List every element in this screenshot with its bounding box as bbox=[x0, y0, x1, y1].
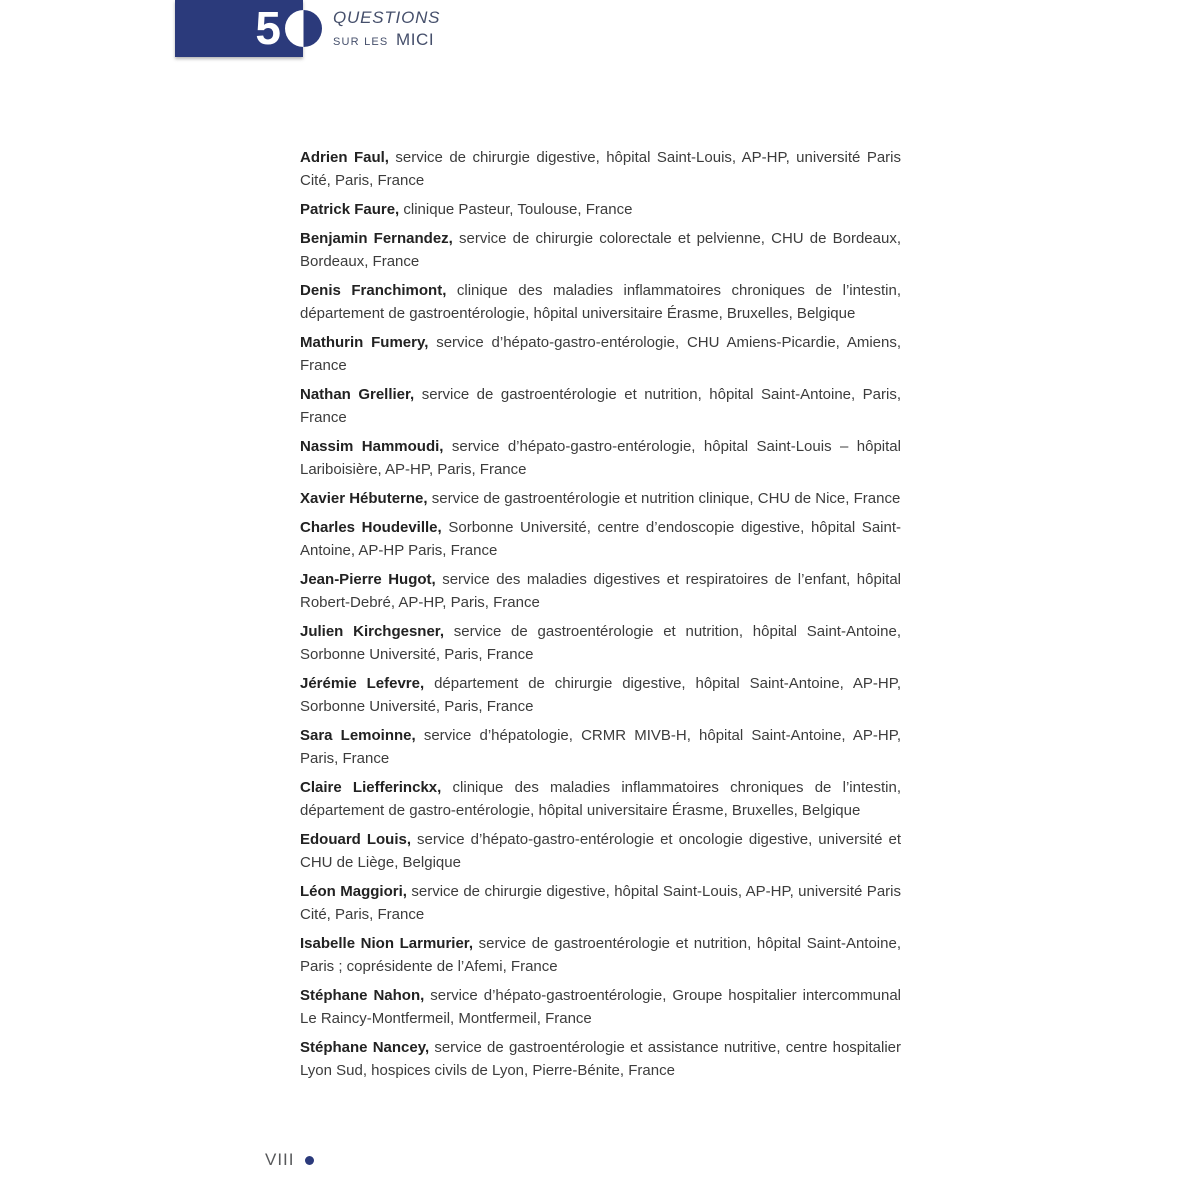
contributor-name: Nathan Grellier, bbox=[300, 386, 415, 403]
contributor-entry bbox=[300, 828, 901, 874]
contributor-entry bbox=[300, 279, 901, 325]
contributor-entry bbox=[300, 568, 901, 614]
contributor-entry bbox=[300, 435, 901, 481]
logo-band bbox=[175, 0, 303, 57]
contributor-entry bbox=[300, 331, 901, 377]
contributor-name: Denis Franchimont, bbox=[300, 282, 447, 299]
contributor-affiliation: service des maladies digestives et respiratoires de l’enfant, hôpital Robert-Debré, AP-HP, Paris, France bbox=[300, 571, 901, 611]
contributor-name: Julien Kirchgesner, bbox=[300, 623, 444, 640]
contributor-affiliation: service de gastroentérologie et nutrition, hôpital Saint-Antoine, Paris ; coprésidente de l’Afemi, France bbox=[300, 935, 901, 975]
brand-questions-label: QUESTIONS bbox=[333, 8, 441, 27]
contributor-entry bbox=[300, 487, 901, 510]
contributor-name: Isabelle Nion Larmurier, bbox=[300, 935, 473, 952]
contributor-name: Jean-Pierre Hugot, bbox=[300, 571, 436, 588]
contributor-affiliation: clinique des maladies inflammatoires chroniques de l’intestin, département de gastro-entérologie, hôpital universitaire Érasme, Bruxelles, Belgique bbox=[300, 779, 901, 819]
contributor-name: Stéphane Nahon, bbox=[300, 987, 425, 1004]
brand-mici-label: MICI bbox=[395, 30, 435, 49]
contributor-name: Léon Maggiori, bbox=[300, 883, 407, 900]
half-circle-icon bbox=[285, 10, 322, 47]
contributor-affiliation: Sorbonne Université, centre d’endoscopie digestive, hôpital Saint-Antoine, AP-HP Paris, France bbox=[300, 519, 901, 559]
brand-subtitle bbox=[333, 31, 440, 49]
contributor-name: Jérémie Lefevre, bbox=[300, 675, 425, 692]
contributor-name: Benjamin Fernandez, bbox=[300, 230, 453, 247]
contributors-list bbox=[300, 146, 901, 1088]
contributor-entry bbox=[300, 620, 901, 666]
page-number: VIII bbox=[265, 1150, 295, 1169]
contributor-affiliation: service d’hépatologie, CRMR MIVB-H, hôpital Saint-Antoine, AP-HP, Paris, France bbox=[300, 727, 901, 767]
contributor-entry bbox=[300, 1036, 901, 1082]
contributor-entry bbox=[300, 227, 901, 273]
contributor-affiliation: service de chirurgie digestive, hôpital Saint-Louis, AP-HP, université Paris Cité, Paris, France bbox=[300, 883, 901, 923]
contributor-name: Claire Liefferinckx, bbox=[300, 779, 442, 796]
contributor-affiliation: service de gastroentérologie et assistance nutritive, centre hospitalier Lyon Sud, hospices civils de Lyon, Pierre-Bénite, France bbox=[300, 1039, 901, 1079]
contributor-entry bbox=[300, 516, 901, 562]
contributor-entry bbox=[300, 383, 901, 429]
contributor-name: Nassim Hammoudi, bbox=[300, 438, 444, 455]
contributor-affiliation: service d’hépato-gastroentérologie, Groupe hospitalier intercommunal Le Raincy-Montfermeil, Montfermeil, France bbox=[300, 987, 901, 1027]
contributor-name: Mathurin Fumery, bbox=[300, 334, 429, 351]
contributor-affiliation: service de gastroentérologie et nutrition, hôpital Saint-Antoine, Paris, France bbox=[300, 386, 902, 426]
contributor-name: Xavier Hébuterne, bbox=[300, 490, 428, 507]
contributor-entry bbox=[300, 724, 901, 770]
brand-sur-les-label: SUR LES bbox=[333, 36, 389, 48]
contributor-entry bbox=[300, 146, 901, 192]
contributor-entry bbox=[300, 984, 901, 1030]
contributor-entry bbox=[300, 672, 901, 718]
contributor-name: Edouard Louis, bbox=[300, 831, 412, 848]
contributor-affiliation: service de gastroentérologie et nutrition, hôpital Saint-Antoine, Sorbonne Université, Paris, France bbox=[300, 623, 901, 663]
contributor-entry bbox=[300, 932, 901, 978]
page-bullet-icon bbox=[305, 1156, 314, 1165]
contributor-entry bbox=[300, 880, 901, 926]
contributor-name: Adrien Faul, bbox=[300, 149, 389, 166]
logo-number-5: 5 bbox=[255, 2, 281, 54]
contributor-affiliation: service de chirurgie digestive, hôpital Saint-Louis, AP-HP, université Paris Cité, Paris, France bbox=[300, 149, 901, 189]
contributor-affiliation: service d’hépato-gastro-entérologie, hôpital Saint-Louis – hôpital Lariboisière, AP-HP, Paris, France bbox=[300, 438, 901, 478]
contributor-name: Charles Houdeville, bbox=[300, 519, 442, 536]
contributor-affiliation: service de chirurgie colorectale et pelvienne, CHU de Bordeaux, Bordeaux, France bbox=[300, 230, 901, 270]
contributor-affiliation: service d’hépato-gastro-entérologie, CHU Amiens-Picardie, Amiens, France bbox=[300, 334, 902, 374]
contributor-affiliation: clinique des maladies inflammatoires chroniques de l’intestin, département de gastroentérologie, hôpital universitaire Érasme, Bruxelles, Belgique bbox=[300, 282, 901, 322]
contributor-entry bbox=[300, 776, 901, 822]
contributor-affiliation: service de gastroentérologie et nutrition clinique, CHU de Nice, France bbox=[427, 490, 901, 507]
contributor-affiliation: service d’hépato-gastro-entérologie et oncologie digestive, université et CHU de Liège, Belgique bbox=[300, 831, 901, 871]
contributor-entry bbox=[300, 198, 901, 221]
contributor-name: Patrick Faure, bbox=[300, 201, 400, 218]
contributor-name: Stéphane Nancey, bbox=[300, 1039, 430, 1056]
page-footer bbox=[265, 1150, 314, 1170]
contributor-affiliation: département de chirurgie digestive, hôpital Saint-Antoine, AP-HP, Sorbonne Université, Paris, France bbox=[300, 675, 901, 715]
contributor-affiliation: clinique Pasteur, Toulouse, France bbox=[399, 201, 633, 218]
brand-title bbox=[333, 9, 440, 49]
contributor-name: Sara Lemoinne, bbox=[300, 727, 416, 744]
